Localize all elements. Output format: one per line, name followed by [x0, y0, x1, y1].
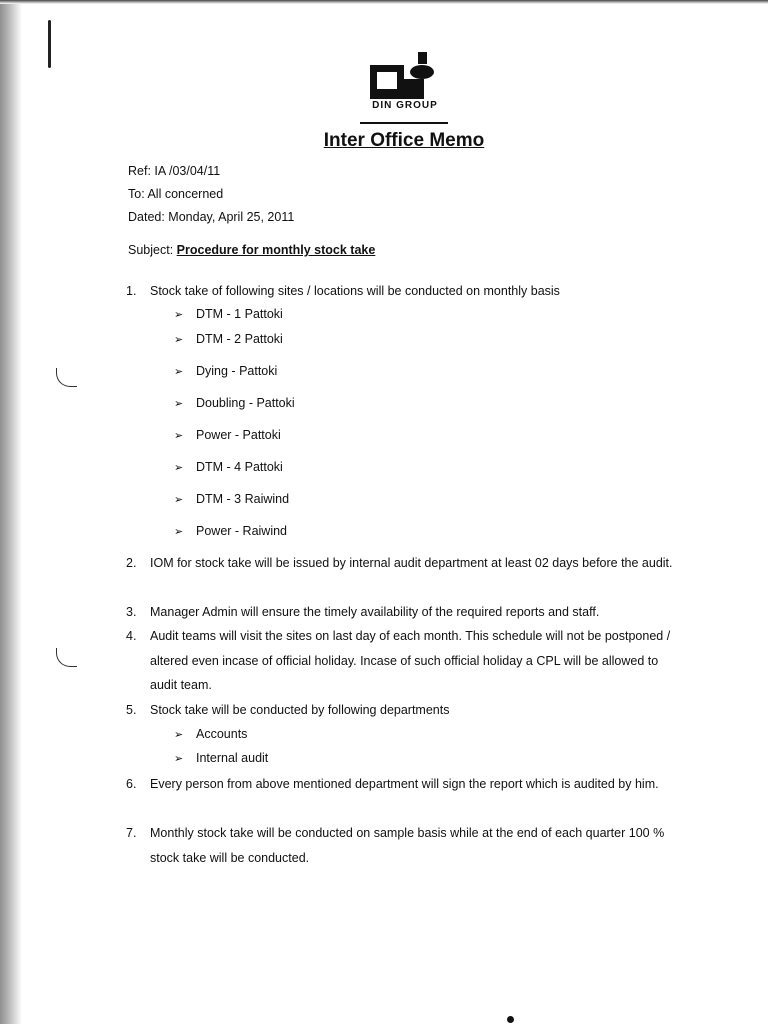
- subject-line: [128, 242, 375, 258]
- site-bullet: ➢ DTM - 2 Pattoki: [174, 332, 283, 346]
- scan-top-edge: [0, 0, 768, 4]
- site-bullet: ➢ DTM - 4 Pattoki: [174, 460, 283, 474]
- item-number: 3.: [126, 605, 137, 619]
- scan-edge-shadow: [0, 0, 22, 1024]
- department-bullet: ➢ Accounts: [174, 727, 248, 741]
- list-item: Stock take will be conducted by following departments: [150, 703, 450, 717]
- arrow-bullet-icon: ➢: [174, 494, 184, 506]
- arrow-bullet-icon: ➢: [174, 526, 184, 538]
- list-item: Stock take of following sites / locations will be conducted on monthly basis: [150, 284, 560, 298]
- site-bullet: ➢ Power - Pattoki: [174, 428, 281, 442]
- list-item: Audit teams will visit the sites on last day of each month. This schedule will not be postponed / altered even incase of official holiday. Incase of such official holiday a CPL will be allowed to audit team.: [150, 629, 671, 692]
- arrow-bullet-icon: ➢: [174, 729, 184, 741]
- page-title: Inter Office Memo: [323, 130, 485, 151]
- arrow-bullet-icon: ➢: [174, 334, 184, 346]
- arrow-bullet-icon: ➢: [174, 366, 184, 378]
- item-number: 7.: [126, 826, 137, 840]
- item-number: 2.: [126, 556, 137, 570]
- arrow-bullet-icon: ➢: [174, 309, 184, 321]
- subject-label: Subject:: [128, 243, 174, 257]
- list-item: Every person from above mentioned department will sign the report which is audited by him.: [150, 777, 659, 791]
- punch-hole-mark: [56, 368, 77, 387]
- site-bullet: ➢ Doubling - Pattoki: [174, 396, 295, 410]
- dated-line: Dated: Monday, April 25, 2011: [128, 210, 295, 224]
- site-bullet: ➢ DTM - 3 Raiwind: [174, 492, 290, 506]
- ref-line: Ref: IA /03/04/11: [128, 164, 221, 178]
- arrow-bullet-icon: ➢: [174, 398, 184, 410]
- item-number: 1.: [126, 284, 137, 298]
- list-item: Manager Admin will ensure the timely availability of the required reports and staff.: [150, 605, 600, 619]
- list-item: Monthly stock take will be conducted on sample basis while at the end of each quarter 100 % stock take will be conducted.: [150, 826, 665, 865]
- arrow-bullet-icon: ➢: [174, 753, 184, 765]
- site-bullet: ➢ DTM - 1 Pattoki: [174, 307, 283, 321]
- site-bullet: ➢ Dying - Pattoki: [174, 364, 278, 378]
- punch-hole-mark: [56, 648, 77, 667]
- site-bullet: ➢ Power - Raiwind: [174, 524, 288, 538]
- item-number: 4.: [126, 629, 137, 643]
- company-name: DIN GROUP: [372, 100, 438, 111]
- item-number: 5.: [126, 703, 137, 717]
- logo-rule: [360, 122, 448, 124]
- department-bullet: ➢ Internal audit: [174, 751, 269, 765]
- list-item: IOM for stock take will be issued by internal audit department at least 02 days before the audit.: [150, 556, 673, 570]
- subject-value: Procedure for monthly stock take: [176, 243, 376, 257]
- ink-dot: [507, 1016, 514, 1023]
- pen-mark: [48, 20, 51, 68]
- item-number: 6.: [126, 777, 137, 791]
- arrow-bullet-icon: ➢: [174, 430, 184, 442]
- arrow-bullet-icon: ➢: [174, 462, 184, 474]
- to-line: To: All concerned: [128, 187, 224, 201]
